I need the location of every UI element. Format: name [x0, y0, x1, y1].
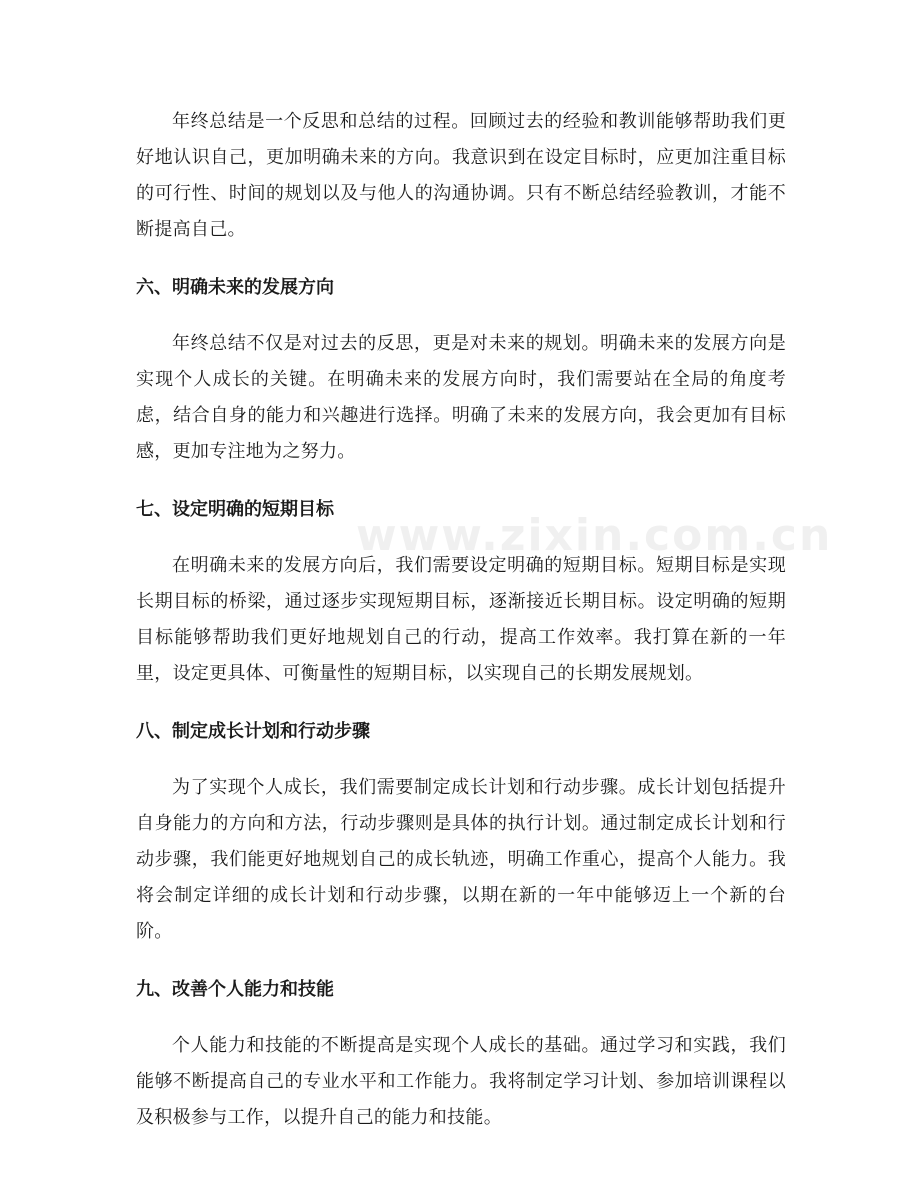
section-paragraph-7: 在明确未来的发展方向后，我们需要设定明确的短期目标。短期目标是实现长期目标的桥梁，通过逐步实现短期目标，逐渐接近长期目标。设定明确的短期目标能够帮助我们更好地规划自己的行动，提高工作效率。我打算在新的一年里，设定更具体、可衡量性的短期目标，以实现自己的长期发展规划。 [136, 555, 786, 684]
section-paragraph-6: 年终总结不仅是对过去的反思，更是对未来的规划。明确未来的发展方向是实现个人成长的关键。在明确未来的发展方向时，我们需要站在全局的角度考虑，结合自身的能力和兴趣进行选择。明确了未来的发展方向，我会更加有目标感，更加专注地为之努力。 [136, 333, 786, 462]
section-heading-6: 六、明确未来的发展方向 [136, 277, 334, 298]
section-paragraph-8: 为了实现个人成长，我们需要制定成长计划和行动步骤。成长计划包括提升自身能力的方向和方法，行动步骤则是具体的执行计划。通过制定成长计划和行动步骤，我们能更好地规划自己的成长轨迹，明确工作重心，提高个人能力。我将会制定详细的成长计划和行动步骤，以期在新的一年中能够迈上一个新的台阶。 [136, 777, 786, 942]
section-heading-8: 八、制定成长计划和行动步骤 [136, 721, 370, 742]
section-paragraph-9: 个人能力和技能的不断提高是实现个人成长的基础。通过学习和实践，我们能够不断提高自己的专业水平和工作能力。我将制定学习计划、参加培训课程以及积极参与工作，以提升自己的能力和技能。 [136, 1035, 786, 1128]
document-body [136, 104, 786, 1161]
section-heading-9: 九、改善个人能力和技能 [136, 979, 334, 1000]
watermark: www.zixin.com.cn [356, 510, 833, 561]
intro-paragraph: 年终总结是一个反思和总结的过程。回顾过去的经验和教训能够帮助我们更好地认识自己，更加明确未来的方向。我意识到在设定目标时，应更加注重目标的可行性、时间的规划以及与他人的沟通协调。只有不断总结经验教训，才能不断提高自己。 [136, 111, 786, 240]
section-heading-7: 七、设定明确的短期目标 [136, 499, 334, 520]
